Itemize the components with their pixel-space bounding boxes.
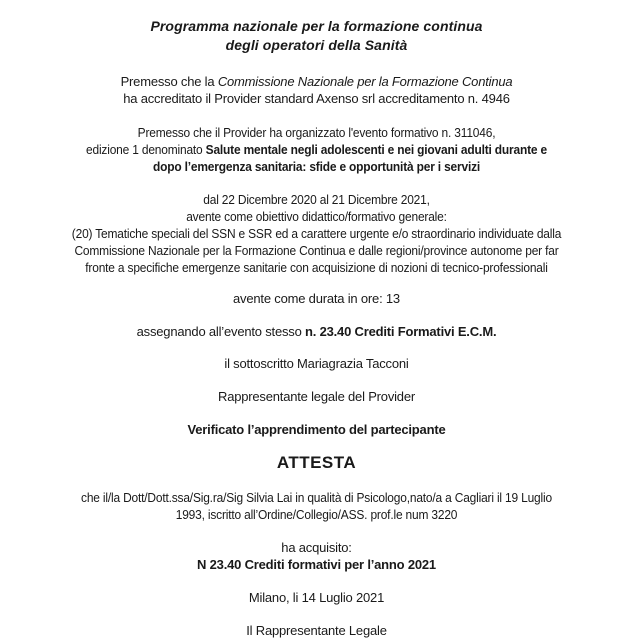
acquired-credits: N 23.40 Crediti formativi per l’anno 2021 <box>197 557 436 572</box>
objective-line2: Commissione Nazionale per la Formazione Continua e dalle regioni/province autonome per far <box>74 243 559 258</box>
event-dates: dal 22 Dicembre 2020 al 21 Dicembre 2021, <box>203 192 430 207</box>
signatory-role: Rappresentante legale del Provider <box>218 389 415 404</box>
credits-assigned <box>0 323 633 340</box>
attesta-heading: ATTESTA <box>276 453 357 472</box>
objective-line1: (20) Tematiche speciali del SSN e SSR ed a carattere urgente e/o straordinario individuate dalla <box>71 226 562 241</box>
objective-line3: fronte a specifiche emergenze sanitarie con acquisizione di nozioni di tecnico-professionali <box>85 260 548 275</box>
credits-assigned-value: n. 23.40 Crediti Formativi E.C.M. <box>305 324 497 339</box>
event-edition <box>25 141 607 158</box>
premise-commission-prefix: Premesso che la <box>120 74 218 89</box>
participant-line1: che il/la Dott/Dott.ssa/Sig.ra/Sig Silvia Lai in qualità di Psicologo,nato/a a Cagliari il 19 Luglio <box>81 490 552 505</box>
event-edition-prefix: edizione 1 denominato <box>86 142 206 157</box>
event-premise: Premesso che il Provider ha organizzato l'evento formativo n. 311046, <box>137 125 496 140</box>
place-date: Milano, li 14 Luglio 2021 <box>248 590 385 605</box>
objective-intro: avente come obiettivo didattico/formativo generale: <box>186 209 447 224</box>
program-title-line2: degli operatori della Sanità <box>225 37 408 53</box>
signatory-name: il sottoscritto Mariagrazia Tacconi <box>224 356 409 371</box>
credits-assigned-prefix: assegnando all’evento stesso <box>136 324 306 339</box>
learning-verified: Verificato l’apprendimento del partecipante <box>187 422 446 437</box>
legal-representative-label: Il Rappresentante Legale <box>246 623 387 638</box>
participant-line2: 1993, iscritto all’Ordine/Collegio/ASS. prof.le num 3220 <box>175 507 458 522</box>
event-title-part2: dopo l’emergenza sanitaria: sfide e opportunità per i servizi <box>152 159 481 174</box>
event-title-part1: Salute mentale negli adolescenti e nei giovani adulti durante e <box>205 142 547 157</box>
provider-accreditation: ha accreditato il Provider standard Axenso srl accreditamento n. 4946 <box>123 91 510 106</box>
acquired-label: ha acquisito: <box>281 540 352 555</box>
premise-commission <box>0 73 633 90</box>
commission-name: Commissione Nazionale per la Formazione Continua <box>217 74 513 89</box>
program-title-line1: Programma nazionale per la formazione continua <box>150 18 483 34</box>
event-duration: avente come durata in ore: 13 <box>233 291 400 306</box>
